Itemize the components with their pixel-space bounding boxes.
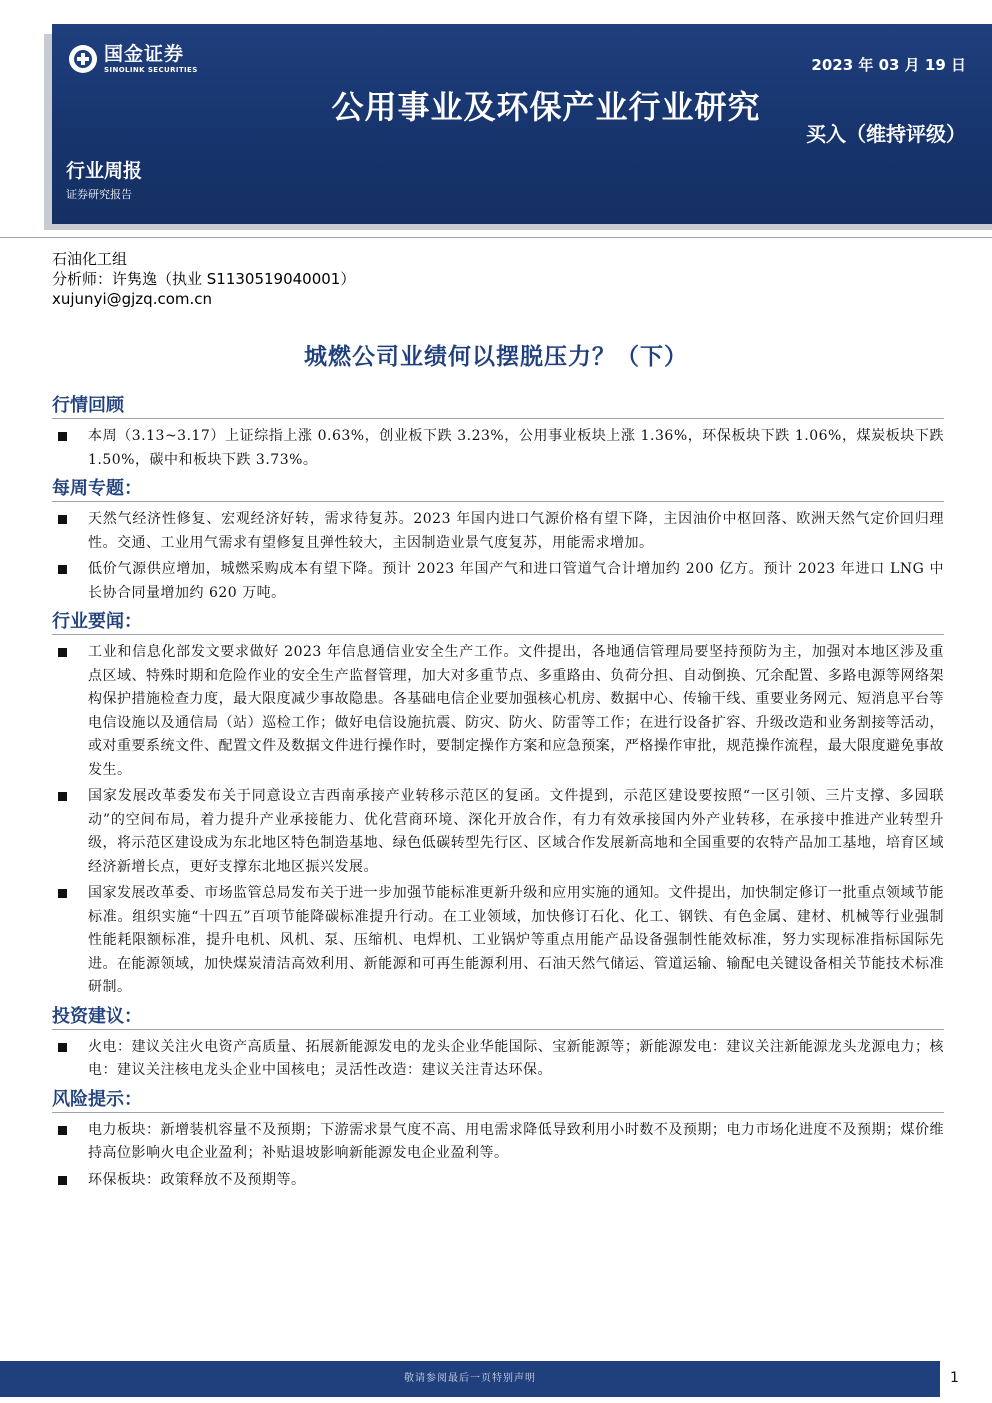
rating-badge: 买入（维持评级）: [806, 122, 966, 146]
report-date: 2023 年 03 月 19 日: [811, 56, 966, 74]
list-item: [52, 1036, 944, 1083]
list-item: [52, 1169, 944, 1193]
report-headline: 城燃公司业绩何以摆脱压力？（下）: [304, 344, 688, 370]
section-investment-advice: [52, 1003, 944, 1083]
list-item: [52, 641, 944, 782]
report-title: 公用事业及环保产业行业研究: [331, 88, 761, 126]
square-bullet-icon: [58, 432, 67, 441]
square-bullet-icon: [58, 792, 67, 801]
analyst-email[interactable]: xujunyi@gjzq.com.cn: [52, 290, 213, 308]
research-group: 石油化工组: [52, 250, 128, 268]
header-banner: [52, 24, 992, 224]
analyst-info: [52, 249, 355, 309]
list-item-text: 低价气源供应增加，城燃采购成本有望下降。预计 2023 年国产气和进口管道气合计增加约 200 亿方。预计 2023 年进口 LNG 中长协合同量增加约 620 万吨。: [88, 561, 944, 601]
list-item: [52, 785, 944, 879]
section-title: 行业要闻：: [52, 608, 944, 635]
list-item: [52, 558, 944, 605]
sinolink-logo-icon: [68, 44, 98, 74]
section-weekly-topic: [52, 475, 944, 605]
list-item-text: 本周（3.13~3.17）上证综指上涨 0.63%，创业板下跌 3.23%，公用事业板块上涨 1.36%，环保板块下跌 1.06%，煤炭板块下跌 1.50%，碳中和板块下跌 3.73%。: [88, 428, 944, 468]
list-item: [52, 882, 944, 1000]
list-item-text: 工业和信息化部发文要求做好 2023 年信息通信业安全生产工作。文件提出，各地通信管理局要坚持预防为主，加强对本地区涉及重点区域、特殊时期和危险作业的安全生产监督管理，加大对多重节点、多重路由、负荷分担、自动倒换、冗余配置、多路电源等网络架构保护措施检查力度，最大限度减少事故隐患。各基础电信企业要加强核心机房、数据中心、传输干线、重要业务网元、短消息平台等电信设施以及通信局（站）巡检工作；做好电信设施抗震、防灾、防火、防雷等工作；在进行设备扩容、升级改造和业务割接等活动，或对重要系统文件、配置文件及数据文件进行操作时，要制定操作方案和应急预案，严格操作审批，规范操作流程，最大限度避免事故发生。: [88, 644, 944, 778]
square-bullet-icon: [58, 515, 67, 524]
header-divider: [0, 237, 992, 238]
section-title: 风险提示：: [52, 1086, 944, 1113]
list-item-text: 国家发展改革委发布关于同意设立吉西南承接产业转移示范区的复函。文件提到，示范区建设要按照“一区引领、三片支撑、多园联动”的空间布局，着力提升产业承接能力、优化营商环境、深化开放合作，有力有效承接国内外产业转移，在承接中推进产业转型升级，将示范区建设成为东北地区特色制造基地、绿色低碳转型先行区、区域合作发展新高地和全国重要的农特产品加工基地，培育区域经济新增长点，更好支撑东北地区振兴发展。: [88, 788, 944, 875]
section-title: 每周专题：: [52, 475, 944, 502]
page-number: 1: [950, 1370, 959, 1386]
report-type: 行业周报: [66, 160, 143, 182]
logo-text: [104, 42, 198, 74]
list-item-text: 天然气经济性修复、宏观经济好转，需求待复苏。2023 年国内进口气源价格有望下降，主因油价中枢回落、欧洲天然气定价回归理性。交通、工业用气需求有望修复且弹性较大，主因制造业景气度复苏，用能需求增加。: [88, 511, 944, 551]
list-item-text: 火电：建议关注火电资产高质量、拓展新能源发电的龙头企业华能国际、宝新能源等；新能源发电：建议关注新能源龙头龙源电力；核电：建议关注核电龙头企业中国核电；灵活性改造：建议关注青达环保。: [88, 1038, 944, 1078]
footer-bar: [0, 1361, 940, 1397]
section-risk-warning: [52, 1086, 944, 1193]
list-item: [52, 508, 944, 555]
analyst-name: 分析师：许隽逸（执业 S1130519040001）: [52, 270, 356, 288]
list-item-text: 国家发展改革委、市场监管总局发布关于进一步加强节能标准更新升级和应用实施的通知。文件提出，加快制定修订一批重点领域节能标准。组织实施“十四五”百项节能降碳标准提升行动。在工业领域，加快修订石化、化工、钢铁、有色金属、建材、机械等行业强制性能耗限额标准，提升电机、风机、泵、压缩机、电焊机、工业锅炉等重点用能产品设备强制性能效标准，努力实现标准指标国际先进。在能源领域，加快煤炭清洁高效利用、新能源和可再生能源利用、石油天然气储运、管道运输、输配电关键设备相关节能技术标准研制。: [88, 885, 944, 995]
list-item: [52, 425, 944, 472]
list-item-text: 电力板块：新增装机容量不及预期；下游需求景气度不高、用电需求降低导致利用小时数不及预期；电力市场化进度不及预期；煤价维持高位影响火电企业盈利；补贴退坡影响新能源发电企业盈利等。: [88, 1121, 944, 1161]
report-body: [52, 392, 944, 1195]
square-bullet-icon: [58, 648, 67, 657]
square-bullet-icon: [58, 1043, 67, 1052]
footer-disclaimer: 敬请参阅最后一页特别声明: [404, 1373, 536, 1384]
square-bullet-icon: [58, 1126, 67, 1135]
list-item-text: 环保板块：政策释放不及预期等。: [88, 1171, 306, 1188]
section-title: 行情回顾: [52, 392, 944, 419]
section-market-review: [52, 392, 944, 472]
square-bullet-icon: [58, 889, 67, 898]
section-industry-news: [52, 608, 944, 1000]
list-item: [52, 1119, 944, 1166]
logo-name-en: SINOLINK SECURITIES: [104, 65, 198, 74]
section-title: 投资建议：: [52, 1003, 944, 1030]
square-bullet-icon: [58, 1176, 67, 1185]
square-bullet-icon: [58, 565, 67, 574]
company-logo: [68, 44, 198, 74]
logo-name-cn: 国金证券: [104, 42, 185, 65]
report-subtitle: 证券研究报告: [66, 188, 132, 201]
